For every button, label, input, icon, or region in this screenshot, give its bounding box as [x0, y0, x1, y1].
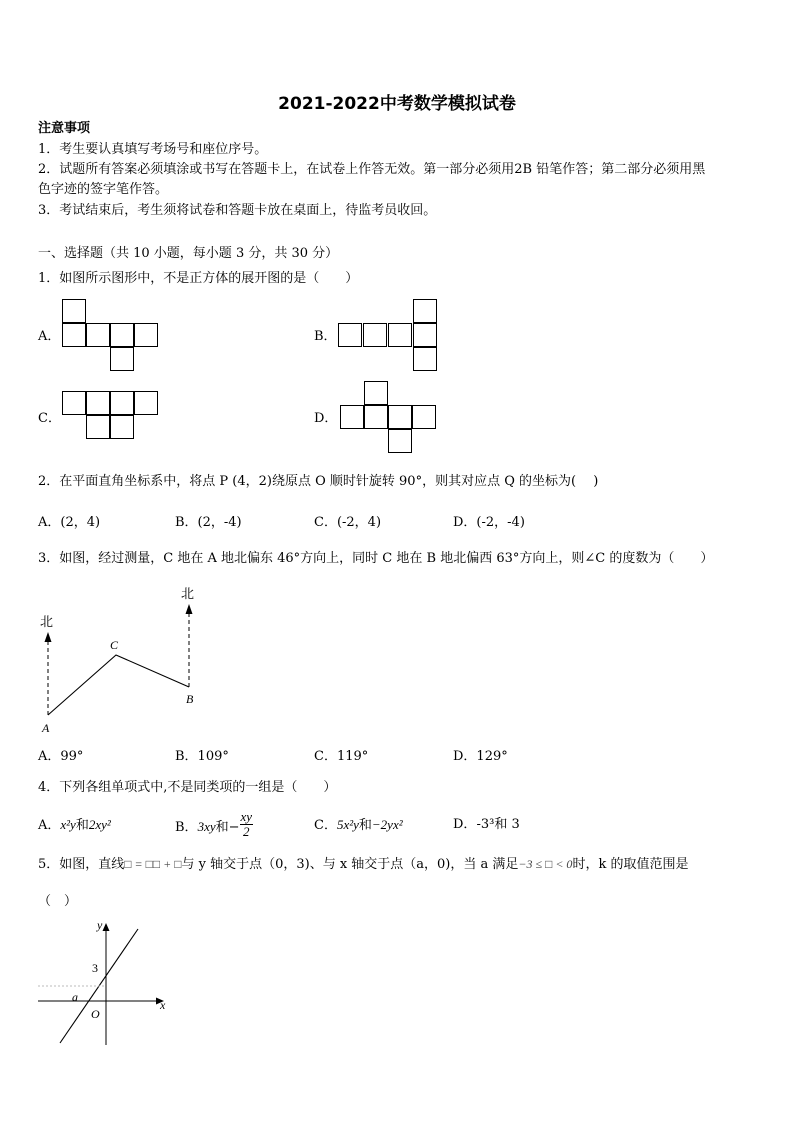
q4-option-d-label: D． — [453, 817, 477, 832]
q3-figure — [30, 580, 210, 740]
q4-option-a — [38, 816, 111, 835]
q2-option-a: A．(2，4) — [38, 515, 101, 530]
q5-condition: −3 ≤ □ < 0 — [518, 857, 573, 871]
q4-option-b-expr1: 3xy — [197, 819, 216, 834]
q2-option-b: B．(2，-4) — [175, 515, 242, 530]
q1-option-c-label: C． — [38, 411, 61, 426]
q4-option-d-expr: -3³和 3 — [476, 817, 520, 832]
q1-option-b-label: B． — [314, 329, 337, 344]
q5-answer-paren: （ ） — [38, 894, 78, 909]
q4-option-c-and: 和 — [358, 818, 372, 833]
notice-heading: 注意事项 — [38, 121, 91, 136]
q4-option-c-expr2: −2yx² — [371, 817, 403, 832]
q2-option-c: C．(-2，4) — [314, 515, 382, 530]
notice-item-2-cont: 色字迹的签字笔作答。 — [38, 182, 169, 197]
q1-stem: 1．如图所示图形中，不是正方体的展开图的是（ ） — [38, 271, 359, 286]
q4-option-c-label: C． — [314, 818, 337, 833]
north-label-a: 北 — [40, 614, 54, 629]
q4-option-a-expr2: 2xy² — [88, 817, 111, 832]
q4-option-a-expr1: x²y — [60, 817, 76, 832]
q5-stem-c: 时，k 的取值范围是 — [572, 857, 689, 872]
q4-option-b-neg: − — [228, 820, 240, 835]
q5-figure — [30, 915, 180, 1050]
origin-label: O — [91, 1007, 100, 1021]
q3-option-b: B．109° — [175, 749, 229, 764]
notice-item-2: 2．试题所有答案必须填涂或书写在答题卡上，在试卷上作答无效。第一部分必须用2B 铅笔作答；第二部分必须用黑 — [38, 162, 706, 177]
q3-option-d: D．129° — [453, 749, 508, 764]
notice-item-1: 1．考生要认真填写考场号和座位序号。 — [38, 142, 268, 157]
q4-option-a-and: 和 — [75, 818, 89, 833]
point-a-label: A — [42, 721, 50, 735]
section-heading: 一、选择题（共 10 小题，每小题 3 分，共 30 分） — [38, 246, 339, 261]
q5-stem — [38, 855, 688, 874]
q3-option-c: C．119° — [314, 749, 369, 764]
q5-stem-b: 与 y 轴交于点（0，3)、与 x 轴交于点（a，0)，当 a 满足 — [181, 857, 519, 872]
q2-stem: 2．在平面直角坐标系中，将点 P (4，2)绕原点 O 顺时针旋转 90°，则其对应点 Q 的坐标为( ) — [38, 474, 599, 489]
intercept-3-label: 3 — [92, 961, 98, 975]
intercept-a-label: a — [72, 990, 78, 1004]
path-a-c-b — [48, 655, 189, 715]
q4-option-c — [314, 816, 403, 835]
q2-option-d: D．(-2，-4) — [453, 515, 525, 530]
page-title: 2021-2022中考数学模拟试卷 — [278, 94, 516, 114]
y-label: y — [97, 918, 103, 932]
q3-stem: 3．如图，经过测量，C 地在 A 地北偏东 46°方向上，同时 C 地在 B 地北偏西 63°方向上，则∠C 的度数为（ ） — [38, 551, 714, 566]
q4-option-b-denominator: 2 — [243, 824, 250, 839]
q4-option-b-fraction — [240, 810, 254, 839]
north-arrow-a-head — [45, 632, 52, 642]
point-b-label: B — [186, 692, 194, 706]
q4-option-a-label: A． — [38, 818, 61, 833]
north-label-b: 北 — [181, 586, 195, 601]
x-label: x — [160, 998, 166, 1012]
q4-stem: 4．下列各组单项式中,不是同类项的一组是（ ） — [38, 780, 337, 795]
q3-option-a: A．99° — [38, 749, 84, 764]
notice-item-3: 3．考试结束后，考生须将试卷和答题卡放在桌面上，待监考员收回。 — [38, 203, 437, 218]
point-c-label: C — [110, 638, 119, 652]
q5-stem-a: 5．如图，直线 — [38, 857, 125, 872]
q4-option-b-numerator: xy — [240, 809, 253, 824]
y-axis-arrow — [103, 923, 110, 931]
q4-option-d — [453, 816, 520, 834]
q4-option-b — [175, 809, 253, 839]
q4-option-c-expr1: 5x²y — [336, 817, 359, 832]
q1-option-a-label: A． — [38, 329, 61, 344]
q4-option-b-and: 和 — [215, 820, 229, 835]
q4-option-b-label: B． — [175, 820, 198, 835]
north-arrow-b-head — [186, 604, 193, 614]
q5-formula: □ = □□ + □ — [124, 857, 182, 871]
q1-option-d-label: D． — [314, 411, 338, 426]
